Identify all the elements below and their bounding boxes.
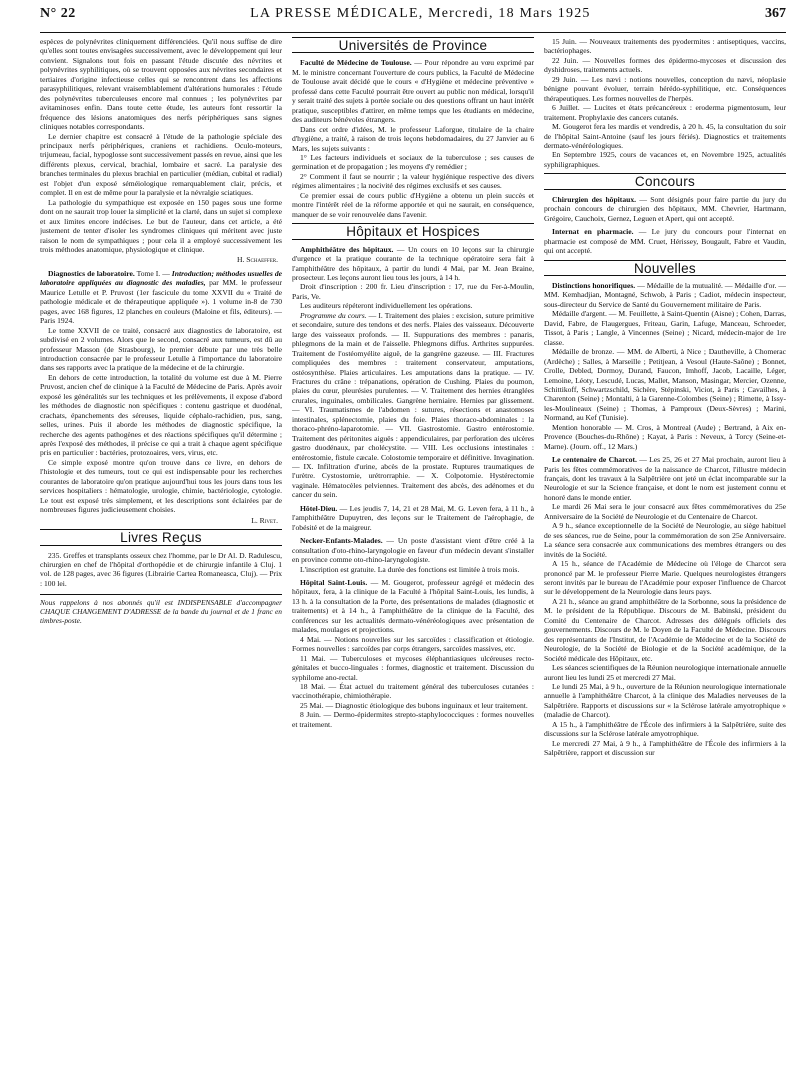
article-text: Le tome XXVII de ce traité, consacré aux diagnostics de laboratoire, est subdivisé en 2 volumes. Alors que le second, consacré aux tumeurs, est dû au professeur Masson (de Strasbourg), le premier débute par une très belle introduction consacrée par le professeur Letulle à l'importance du laboratoire dans ses rapports avec la pratique de la médecine et de la chirurgie. [40,325,282,373]
schedule-item: 25 Mai. — Diagnostic étiologique des bubons inguinaux et leur traitement. [300,700,528,710]
article-text: 1° Les facteurs individuels et sociaux de la tuberculose ; ses causes de germination et de propagation ; les moyens d'y remédier ; [292,152,534,172]
column-1 [40,37,282,1077]
news-item: Le centenaire de Charcot. — Les 25, 26 et 27 Mai prochain, auront lieu à Paris les fêtes commémoratives de la naissance de Charcot, l'illustre médecin français, dont les travaux à la Salpêtrière ont jeté un éclat incomparable sur la Neurologie et sur la Science française, et dont le nom est justement connu et honoré dans le monde entier. [544,455,786,502]
book-listing: 235. Greffes et transplants osseux chez l'homme, par le Dr Al. D. Radulescu, chirurgien en chef de l'hôpital d'orthopédie et de chirurgie infantile à Cluj. 1 vol. de 128 pages, avec 36 figures (Librairie Cartea Romaneasca, Cluj). — Prix : 100 lei. [40,550,282,588]
schedule-item: 4 Mai. — Notions nouvelles sur les sarcoïdes : classification et étiologie. Formes nouvelles : sarcoïdes par corps étrangers, sarcoïdes massives, etc. [292,634,534,654]
course-program: Programme du cours. — I. Traitement des plaies : excision, suture primitive et secondaire, suture des tendons et des nerfs. Plaies des vaisseaux. Découverte large des vaisseaux profonds. — II. Suppurations des membres : panaris, phlegmons de la main et de l'aisselle. Phlegmons diffus. Arthrites suppurées. Traitement de l'ostéomyélite aiguë, de la gangrène gazeuse. — III. Fractures compliquées des membres : traitement conservateur, amputations, ostéosynthèse. Plaies articulaires. Les amputations dans la pratique. — IV. Fractures du crâne : trépanations, opération de Cushing. Plaies du poumon, plaies du cœur, pleurésies purulentes. — V. Traitement des hernies étranglées crurales, inguinales, ombilicales. Gangrène herniaire. Hernies par glissement. — VI. Traumatismes de l'abdomen : sutures, résections et anastomoses intestinales, splénectomie, plaies du foie. Plaies thoraco-abdominales : la thoraco-phréno-laparotomie. — VII. Gastrostomie. Gastro entérostomie. Traitement des péritonites aiguës : appendiculaires, par perforation des ulcères gastro duodénaux, par cholécystite. — VIII. Les occlusions intestinales : entérostomie, fistule cæcale. Colostomie temporaire et définitive. Invagination. — IX. Infiltration d'urine, abcès de la prostate. Ruptures traumatiques de l'urètre. Cystostomie, urétrorraphie. — X. Colpotomie. Hystérectomie vaginale. Hématocèles pelviennes. Traitement des abcès, des adénomes et du cancer du sein. [292,310,534,500]
masthead [40,6,786,33]
section-heading-universites: Universités de Province [292,37,534,53]
article-text: A 15 h., à l'amphithéâtre de l'École des infirmiers à la Salpêtrière, suite des discussions sur la Sclérose latérale amyotrophique. [544,719,786,739]
section-heading-hopitaux: Hôpitaux et Hospices [292,223,534,239]
article-text: La pathologie du sympathique est exposée en 150 pages sous une forme dont on ne saurait trop louer la simplicité et la clarté, dans un sujet si complexe et aux limites encore indécises. Le but de l'auteur, dans cet article, a été justement de tenter d'isoler les syndromes cliniques qui méritent avec juste raison le nom de sympathiques ; pour cela il a employé successivement les trois méthodes anatomique, physiologique et clinique. [40,197,282,254]
article-text: Mention honorable — M. Cros, à Montreal (Aude) ; Bertrand, à Aix en-Provence (Bouches-du-Rhône) ; Kayat, à Paris : Neveux, à Torcy (Seine-et-Marne). (Journ. off., 12 Mars.) [544,422,786,451]
article-text: Droit d'inscription : 200 fr. Lieu d'inscription : 17, rue du Fer-à-Moulin, Paris, Ve. [292,282,534,301]
article-text: 2° Comment il faut se nourrir ; la valeur hygiénique respective des divers régimes alimentaires ; la nocivité des régimes exclusifs et ses causes. [292,171,534,191]
article-text: Ce simple exposé montre qu'on trouve dans ce livre, en dehors de l'histologie et des tumeurs, tout ce qui est indispensable pour les recherches courantes de laboratoire qu'on pratique aujourd'hui tous les jours dans tous les services hospitaliers : hématologie, urologie, chimie, bactériologie, cytologie. Le tout est exposé très simplement, et les descriptions sont éclairées par de nombreuses figures judicieusement choisies. [40,457,282,515]
schedule-item: 15 Juin. — Nouveaux traitements des pyodermites : antiseptiques, vaccins, bactériophages. [544,37,786,56]
article-text: Médaille d'argent. — M. Feuillette, à Saint-Quentin (Aisne) ; Cohen, Darras, David, Fabre, de Flaugergues, Friteau, Garin, Lafuge, Manceau, Schroeder, Tissot, à Paris ; Langle, à Vincennes (Seine) ; Nicard, médecin-major de 1re classe. [544,309,786,347]
article-text: L'inscription est gratuite. La durée des fonctions est limitée à trois mois. [300,564,520,574]
article-text: Dans cet ordre d'idées, M. le professeur Laforgue, titulaire de la chaire d'hygiène, a traité, à raison de trois leçons hebdomadaires, du 27 Janvier au 6 Mars, les sujets suivants : [292,124,534,153]
column-2 [292,37,534,1077]
article-text: Le mercredi 27 Mai, à 9 h., à l'amphithéâtre de l'École des infirmiers à la Salpêtrière, rapport et discussion sur [544,738,786,758]
news-item: Internat en pharmacie. — Le jury du concours pour l'internat en pharmacie est composé de MM. Cruet, Hérissey, Bougault, Fabre et Vaudin, qui ont accepté. [544,227,786,256]
subscriber-notice: Nous rappelons à nos abonnés qu'il est INDISPENSABLE d'accompagner CHAQUE CHANGEMENT D'ADRESSE de la bande du journal et de 1 franc en timbres-poste. [40,594,282,625]
section-heading-concours: Concours [544,173,786,189]
signature: H. Schaeffer. [237,255,278,265]
news-item: Hôtel-Dieu. — Les jeudis 7, 14, 21 et 28 Mai, M. G. Leven fera, à 11 h., à l'amphithéâtre Dupuytren, des leçons sur le Traitement de l'aérophagie, de l'obésité et de la maigreur. [292,503,534,532]
review-heading: Diagnostics de laboratoire. Tome I. — Introduction; méthodes usuelles de laboratoire appliquées au diagnostic des maladies, par MM. le professeur Maurice Letulle et P. Pruvost (1er fascicule du tome XXVII du « Traité de pathologie médicale et de thérapeutique appliquée »). 1 volume in-8 de 730 pages, avec 168 figures, 12 planches en couleurs (Maloine et fils, éditeurs). — Paris 1924. [40,268,282,326]
newspaper-title: LA PRESSE MÉDICALE, Mercredi, 18 Mars 1925 [250,6,591,21]
news-item: Faculté de Médecine de Toulouse. — Pour répondre au vœu exprimé par M. le ministre concernant l'ouverture de cours publics, la Faculté de Médecine de Toulouse avait décidé que le cours « d'Hygiène et médecine préventive » professé dans cette Faculté pourrait être ouvert au public non médical, lorsqu'il y serait traité des sujets à portée sociale ou des questions offrant un haut intérêt pratique, susceptibles d'attirer, en même temps que les étudiants en médecine, des auditeurs bénévoles étrangers. [292,58,534,125]
column-3 [544,37,786,1077]
schedule-item: 29 Juin. — Les nævi : notions nouvelles, conception du nævi, néoplasie bénigne pouvant évoluer, terrain hérédo-syphilitique, etc. Conséquences thérapeutiques. Les formes nouvelles de l'herpès. [544,74,786,103]
schedule-item: 6 Juillet. — Lucites et états précancéreux : erodermа pigmentosum, leur traitement. Prophylaxie des cancers cutanés. [544,103,786,122]
news-item: Chirurgien des hôpitaux. — Sont désignés pour faire partie du jury du prochain concours de chirurgien des hôpitaux, MM. Chevrier, Hartmann, Grégoire, Cauchoix, Gernez, Leguen et Apert, qui ont accepté. [544,194,786,223]
article-text: En dehors de cette introduction, la totalité du volume est due à M. Pierre Pruvost, ancien chef de clinique à la Faculté de Médecine de Paris. Après avoir exposé les généralités sur les techniques et les prélèvements, il expose d'abord les méthodes de diagnostic non spécifiques : contenu gastrique et duodénal, crachats, épanchements des séreuses, liquide céphalo-rachidien, pus, sang, selles, urines. Puis il aborde les méthodes de diagnostic spécifique, la recherche des agents pathogènes et des réactions spécifiques qu'il détermine ; après l'exposé des méthodes, il précise ce qui a trait à chaque agent spécifique pris en particulier : bactéries, protozoaires, vers, virus, etc. [40,372,282,458]
schedule-item: 22 Juin. — Nouvelles formes des épidermo-mycoses et discussion des dyshidroses, traitements actuels. [544,55,786,75]
news-item: Distinctions honorifiques. — Médaille de la mutualité. — Médaille d'or. — MM. Kemhadjian, Montagné, Schwob, à Paris ; Cadiot, médecin inspecteur, sous-directeur du Service de Santé du Gouvernement militaire de Paris. [544,280,786,309]
article-text: A 21 h., séance au grand amphithéâtre de la Sorbonne, sous la présidence de M. le président de la République. Discours de M. Babinski, président du Comité du Centenaire de Charcot. Adresses des délégués officiels des gouvernements. Discours de M. le Doyen de la Faculté de Médecine. Discours des représentants de l'Institut, de l'Académie de Médecine et de la Société de Neurologie, de la Société de Biologie et de la Société académique, de la Société médicale des Hôpitaux, etc. [544,596,786,663]
article-text: A 9 h., séance exceptionnelle de la Société de Neurologie, au siège habituel de ses séances, rue de Seine, pour la commémoration de son 25e Anniversaire. La séance sera consacrée aux communications des membres étrangers ou des invités de la Société. [544,521,786,559]
issue-number: N° 22 [40,6,76,21]
article-text: espèces de polynévrites cliniquement différenciées. Qu'il nous suffise de dire qu'elles sont toutes envisagées successivement, avec le développement qui leur convient. Signalons tout fois en passant l'étude discutée des névrites et polynévrites syphilitiques, où se trouvent opposées aux névrites secondaires et tertiaires d'origine infectieuse celles qui se rencontrent dans les affections parasyphilitiques, relevant vraisemblablement d'altérations humorales : l'étude des polynévrites tuberculeuses encore mal connues ; les polynévrites par avitaminoses enfin. Dans toute cette étude, les auteurs font ressortir la fréquence des lésions anatomiques des nerfs périphériques sans signes cliniques notables correspondants. [40,37,282,132]
page-number: 367 [765,6,786,21]
article-text: Les auditeurs répéteront individuellement les opérations. [300,301,473,311]
article-text: Les séances scientifiques de la Réunion neurologique internationale annuelle auront lieu les lundi 25 et mercredi 27 Mai. [544,663,786,682]
article-text: A 15 h., séance de l'Académie de Médecine où l'éloge de Charcot sera prononcé par M. le professeur Pierre Marie. Quelques neurologistes étrangers seront invités par le bureau de l'Académie pour exposer l'influence de Charcot sur le développement de la Neurologie dans leurs pays. [544,559,786,597]
schedule-item: 18 Mai. — État actuel du traitement général des tuberculoses cutanées : vaccinothérapie, chimiothérapie. [292,682,534,701]
news-item: Hôpital Saint-Louis. — M. Gougerot, professeur agrégé et médecin des hôpitaux, fera, à la clinique de la Faculté à l'hôpital Saint-Louis, les lundis, à 13 h. à la consultation de la Porte, des présentations de malades (diagnostic et traitements) et à 14 h., à l'amphithéâtre de la clinique de la Faculté, des conférences sur les actualités dermato-vénéréologiques avec présentation de malades, moulages et projections. [292,578,534,635]
schedule-item: 8 Juin. — Dermo-épidermites strepto-staphylococciques : formes nouvelles et traitement. [292,710,534,729]
section-heading-livres-recus: Livres Reçus [40,529,282,545]
article-text: Le lundi 25 Mai, à 9 h., ouverture de la Réunion neurologique internationale annuelle à l'amphithéâtre Charcot, à la clinique des Maladies nerveuses de la Salpêtrière. Rapports et discussions sur « la Sclérose latérale amyotrophique » (maladie de Charcot). [544,682,786,720]
signature: L. Rivet. [251,515,278,525]
news-item: Necker-Enfants-Malades. — Un poste d'assistant vient d'être créé à la consultation d'oto-rhino-laryngologie en faveur d'un médecin devant s'installer en province comme oto-rhino-laryngologiste. [292,536,534,565]
schedule-item: 11 Mai. — Tuberculoses et mycoses éléphantiasiques ulcéreuses recto-génitales et bucco-linguales : formes, diagnostic et traitement. Discussion du syphilome ano-rectal. [292,653,534,682]
article-text: M. Gougerot fera les mardis et vendredis, à 20 h. 45, la consultation du soir de l'hôpital Saint-Antoine (sauf les jours fériés). Diagnostics et traitements dermato-vénéréologiques. [544,122,786,150]
news-item: Amphithéâtre des hôpitaux. — Un cours en 10 leçons sur la chirurgie d'urgence et la pratique courante de la technique opératoire sera fait à l'amphithéâtre des hôpitaux, à partir du lundi 4 Mai, par M. Jean Braine, prosecteur. Les leçons auront lieu tous les jours, à 14 h. [292,244,534,282]
article-text: Le dernier chapitre est consacré à l'étude de la pathologie spéciale des principaux nerfs périphériques, craniens et rachidiens. Oculo-moteurs, trijumeau, facial, hypoglosse sont successivement passés en revue, ainsi que les différents plexus, cervical, brachial, lombaire et sacré. La paralysie des branches terminales du plexus brachial en particulier (médian, cubital et radial) est l'objet d'un exposé séméiologique remarquablement clair, précis, et complet. Il en est de même pour la paralysie et la névralgie sciatiques. [40,131,282,198]
article-text: Médaille de bronze. — MM. de Alberti, à Nice ; Dautheville, à Chomerac (Ardèche) ; Salles, à Marseille ; Petitjean, à Vesoul (Haute-Saône) ; Bonnet, Crolle, Debled, Dormoy, Durand, Faucon, Imhoff, Jacob, Lacaille, Léger, Lemoine, Léoty, Lescudé, Lucas, Mallet, Manson, Masingar, Mercier, Ozenne, Schittikoff, Schwartzschild, Sichère, Stépinski, Viciot, à Paris ; Cavailhes, à Charenton (Seine) ; Montalti, à la Garenne-Colombes (Seine) ; Rimette, à Issy-les-Moulineaux (Seine) ; Thomas, à Pamproux (Deux-Sèvres) ; Marini, Normand, au Kef (Tunisie). [544,347,786,423]
article-text: En Septembre 1925, cours de vacances et, en Novembre 1925, actualités syphiligraphiques. [544,150,786,169]
article-text: Ce premier essai de cours public d'Hygiène a obtenu un plein succès et montre l'intérêt réel de la réforme apportée et qui ne saurait, en conséquence, manquer de se voir renouvelée dans l'avenir. [292,190,534,219]
section-heading-nouvelles: Nouvelles [544,260,786,276]
article-text: Le mardi 26 Mai sera le jour consacré aux fêtes commémoratives du 25e Anniversaire de la Société de Neurologie et du Centenaire de Charcot. [544,502,786,521]
columns [40,37,786,1077]
